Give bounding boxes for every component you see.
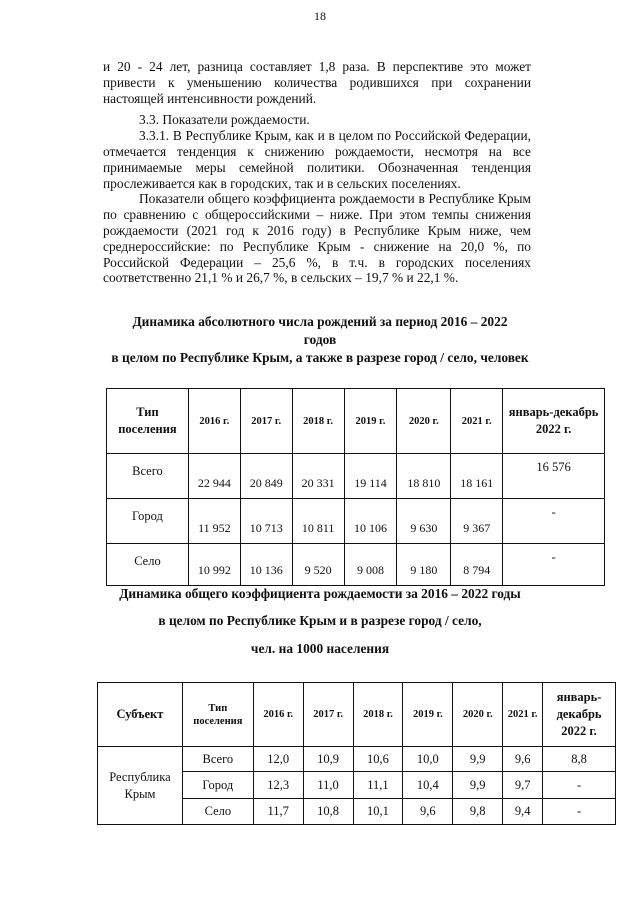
table-cell: - <box>503 499 605 544</box>
paragraph-birth-rate-comparison: Показатели общего коэффициента рождаемости в Республике Крым по сравнению с общероссийскими – ниже. При этом темпы снижения рождаемости (2021 год к 2016 году) в Республике Крым ниже, чем среднероссийские: по Республике Крым - снижение на 20,0 %, по Российской Федерации – 25,6 %, в т.ч. в городских поселениях соответственно 21,1 % и 26,7 %, в сельских – 19,7 % и 22,1 %. <box>103 191 531 286</box>
row-label: Всего <box>107 454 189 499</box>
table-cell: 10,9 <box>303 747 353 772</box>
table-cell: - <box>503 544 605 586</box>
table-cell: 11,1 <box>353 772 403 799</box>
header-year: 2019 г. <box>344 389 397 454</box>
table-cell: 10 106 <box>344 499 397 544</box>
header-year: 2017 г. <box>240 389 292 454</box>
table-row <box>98 747 616 772</box>
paragraph-intro: и 20 - 24 лет, разница составляет 1,8 раза. В перспективе это может привести к уменьшению количества родившихся при сохранении настоящей интенсивности рождений. <box>103 59 531 106</box>
header-year: 2021 г. <box>451 389 503 454</box>
table-row <box>107 499 605 544</box>
table1-title-line3: в целом по Республике Крым, а также в разрезе город / село, человек <box>111 350 529 365</box>
table-cell: 10,4 <box>403 772 453 799</box>
row-label: Село <box>182 799 253 825</box>
table-cell: 10,1 <box>353 799 403 825</box>
header-year: 2018 г. <box>292 389 344 454</box>
table-cell: 10,8 <box>303 799 353 825</box>
table-cell: 9 367 <box>451 499 503 544</box>
table-cell: 9 180 <box>397 544 451 586</box>
row-label: Город <box>182 772 253 799</box>
birth-rate-table <box>97 682 616 825</box>
table-cell: 9,9 <box>453 747 503 772</box>
header-year: 2020 г. <box>453 683 503 747</box>
births-absolute-table <box>106 388 605 586</box>
table2-title-line3: чел. на 1000 населения <box>250 641 390 656</box>
row-label: Город <box>107 499 189 544</box>
table-cell: 11,0 <box>303 772 353 799</box>
table-cell: 11,7 <box>253 799 303 825</box>
header-subject: Субъект <box>98 683 183 747</box>
table-cell: 12,3 <box>253 772 303 799</box>
table-cell: 20 849 <box>240 454 292 499</box>
table1-title-line1: Динамика абсолютного числа рождений за период 2016 – 2022 <box>132 314 508 329</box>
header-year: 2021 г. <box>503 683 543 747</box>
header-year: 2019 г. <box>403 683 453 747</box>
table-cell: 20 331 <box>292 454 344 499</box>
table1-title-line2: годов <box>303 332 337 347</box>
header-jan-dec-2022: январь-декабрь 2022 г. <box>503 389 605 454</box>
table-cell: 9 520 <box>292 544 344 586</box>
table-cell: 8,8 <box>543 747 616 772</box>
table-cell: 9 630 <box>397 499 451 544</box>
table-row <box>107 454 605 499</box>
table-cell: 12,0 <box>253 747 303 772</box>
table-row <box>107 544 605 586</box>
paragraph-3-3-1: 3.3.1. В Республике Крым, как и в целом по Российской Федерации, отмечается тенденция к снижению рождаемости, несмотря на все принимаемые меры семейной политики. Обозначенная тенденция прослеживается как в городских, так и в сельских поселениях. <box>103 128 531 191</box>
table-cell: 10 136 <box>240 544 292 586</box>
table-header-row <box>98 683 616 747</box>
row-label: Всего <box>182 747 253 772</box>
table-cell: 10 992 <box>188 544 240 586</box>
header-year: 2016 г. <box>253 683 303 747</box>
table-cell: 9,8 <box>453 799 503 825</box>
header-year: 2020 г. <box>397 389 451 454</box>
table-cell: - <box>543 772 616 799</box>
table-cell: - <box>543 799 616 825</box>
row-label: Село <box>107 544 189 586</box>
table-header-row <box>107 389 605 454</box>
table-cell: 18 810 <box>397 454 451 499</box>
table-cell: 9,7 <box>503 772 543 799</box>
table-cell: 9,6 <box>503 747 543 772</box>
table-cell: 18 161 <box>451 454 503 499</box>
table2-title-line1: Динамика общего коэффициента рождаемости за 2016 – 2022 годы <box>119 586 521 601</box>
table-cell: 9 008 <box>344 544 397 586</box>
header-year: 2018 г. <box>353 683 403 747</box>
table-cell: 16 576 <box>503 454 605 499</box>
table-cell: 10,6 <box>353 747 403 772</box>
subject-cell: Республика Крым <box>98 747 183 825</box>
header-year: 2016 г. <box>188 389 240 454</box>
header-jan-dec-2022: январь-декабрь 2022 г. <box>543 683 616 747</box>
table-cell: 9,9 <box>453 772 503 799</box>
table-cell: 10 713 <box>240 499 292 544</box>
header-type: Тип поселения <box>107 389 189 454</box>
header-year: 2017 г. <box>303 683 353 747</box>
table-cell: 8 794 <box>451 544 503 586</box>
table-cell: 9,6 <box>403 799 453 825</box>
table2-title-line2: в целом по Республике Крым и в разрезе город / село, <box>158 613 482 628</box>
table-cell: 19 114 <box>344 454 397 499</box>
body-text <box>103 59 531 286</box>
section-heading-3-3: 3.3. Показатели рождаемости. <box>139 112 310 128</box>
table-cell: 11 952 <box>188 499 240 544</box>
table-cell: 9,4 <box>503 799 543 825</box>
table-cell: 10 811 <box>292 499 344 544</box>
table-cell: 22 944 <box>188 454 240 499</box>
header-type: Тип поселения <box>182 683 253 747</box>
page-number: 18 <box>314 9 326 23</box>
table-cell: 10,0 <box>403 747 453 772</box>
